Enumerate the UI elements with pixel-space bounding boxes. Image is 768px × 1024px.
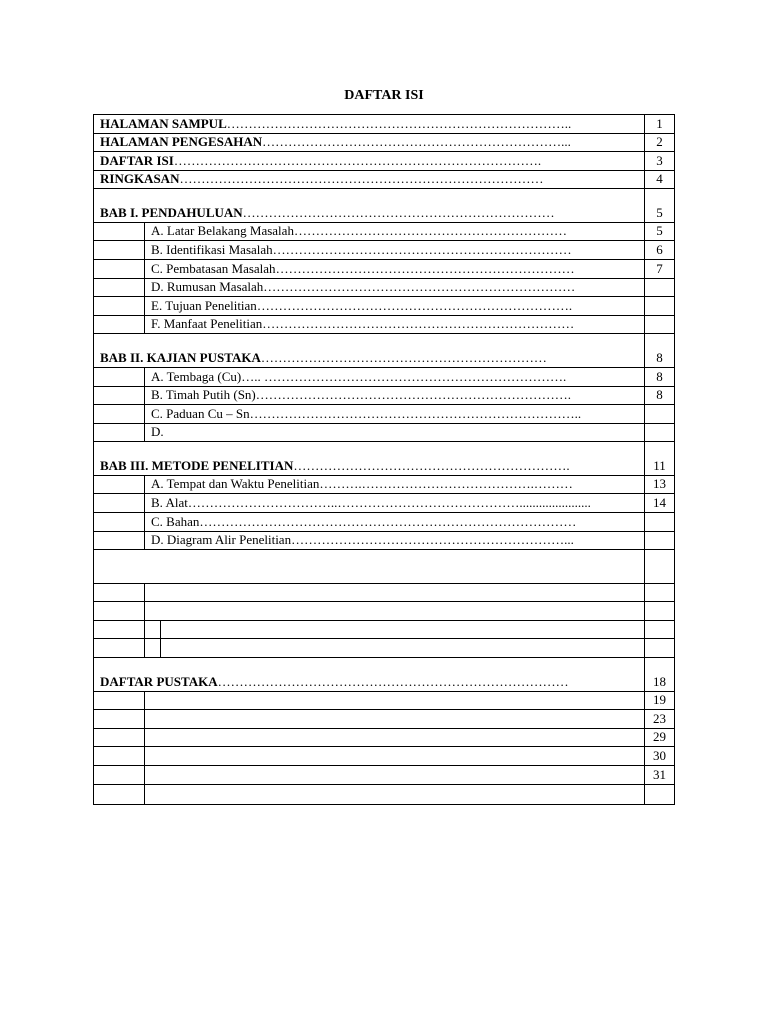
toc-row-daftar-pustaka	[94, 658, 674, 692]
toc-row-empty	[94, 602, 674, 621]
toc-page: 2	[656, 134, 663, 150]
toc-page	[645, 532, 674, 550]
toc-row-pustaka-sub	[94, 710, 674, 729]
toc-page	[645, 405, 674, 423]
toc-label: DAFTAR ISI	[100, 152, 174, 168]
toc-page: 4	[656, 171, 663, 187]
toc-row-pustaka-sub	[94, 692, 674, 711]
toc-label: BAB II. KAJIAN PUSTAKA	[100, 349, 261, 365]
toc-page: 11	[653, 457, 666, 473]
toc-row-bab-1-c	[94, 260, 674, 279]
toc-page: 18	[653, 673, 666, 689]
toc-label: BAB I. PENDAHULUAN	[100, 204, 243, 220]
toc-table	[93, 114, 675, 805]
toc-row-pustaka-sub	[94, 729, 674, 748]
toc-row-empty	[94, 621, 674, 640]
toc-leader: ……………………………………………………………...	[262, 134, 571, 150]
toc-page: 30	[653, 747, 666, 763]
toc-page: 5	[656, 204, 663, 220]
toc-page: 19	[653, 692, 666, 708]
page-title: DAFTAR ISI	[344, 88, 424, 103]
toc-row-bab-1-f	[94, 316, 674, 335]
toc-leader: ……………………………………………………………………………	[199, 513, 577, 529]
toc-label: A. Tembaga (Cu)…..	[151, 368, 261, 384]
toc-row-bab-3-d	[94, 532, 674, 551]
toc-row-halaman-sampul	[94, 115, 674, 134]
toc-page: 6	[656, 242, 663, 258]
toc-leader: ………………………………………………………………	[262, 316, 575, 332]
toc-row-bab-3	[94, 442, 674, 476]
toc-leader: ………………………………………………………………	[263, 279, 576, 295]
toc-page	[645, 297, 674, 315]
toc-page: 8	[656, 349, 663, 365]
toc-leader: ……………………………………………………………………..	[226, 115, 572, 131]
toc-label: B. Timah Putih (Sn)	[151, 387, 256, 403]
toc-page: 31	[653, 766, 666, 782]
toc-row-bab-1-b	[94, 241, 674, 260]
toc-label: HALAMAN SAMPUL	[100, 115, 227, 131]
toc-leader: ……………………………..……………………………………......................	[187, 495, 591, 510]
toc-row-pustaka-sub	[94, 747, 674, 766]
toc-row-empty	[94, 639, 674, 658]
toc-row-bab-2-c	[94, 405, 674, 424]
toc-label: E. Tujuan Penelitian	[151, 297, 257, 313]
toc-label: A. Latar Belakang Masalah	[151, 223, 294, 239]
toc-leader: ……………………………………………………………….	[255, 387, 572, 403]
toc-label: DAFTAR PUSTAKA	[100, 673, 218, 689]
toc-row-bab-2-d	[94, 424, 674, 443]
toc-leader: …………………………………………………………………..	[249, 405, 582, 421]
toc-label: BAB III. METODE PENELITIAN	[100, 457, 294, 473]
toc-leader: ……………………………………………………………….	[256, 297, 573, 313]
toc-page: 14	[653, 495, 666, 510]
toc-label: B. Identifikasi Masalah	[151, 242, 273, 258]
toc-row-bab-2-b	[94, 387, 674, 406]
toc-page	[645, 424, 674, 442]
toc-leader: ……….………………………………….………	[319, 476, 573, 492]
toc-label: RINGKASAN	[100, 171, 180, 187]
toc-row-ringkasan	[94, 171, 674, 190]
toc-leader: ……………………………………………………………	[272, 242, 572, 258]
toc-page: 29	[653, 729, 666, 745]
toc-label: F. Manfaat Penelitian	[151, 316, 263, 332]
toc-label: C. Paduan Cu – Sn	[151, 405, 250, 421]
toc-row-bab-1-e	[94, 297, 674, 316]
toc-page	[645, 279, 674, 297]
toc-leader: …………………………………………………………	[260, 349, 547, 365]
toc-page: 3	[656, 152, 663, 168]
toc-page: 23	[653, 710, 666, 726]
toc-label: D.	[151, 424, 164, 440]
toc-row-empty-heading	[94, 550, 674, 584]
toc-page	[645, 316, 674, 334]
toc-page: 8	[656, 387, 663, 403]
toc-row-daftar-isi	[94, 152, 674, 171]
toc-row-halaman-pengesahan	[94, 134, 674, 153]
toc-label: B. Alat	[151, 495, 188, 510]
toc-row-bab-1-a	[94, 223, 674, 242]
toc-row-bab-2-a	[94, 368, 674, 387]
toc-leader: ………………………………………………………………………….	[173, 152, 542, 168]
toc-leader: …………………………………………………………………………	[179, 171, 544, 187]
toc-leader: ………………………………………………………………	[242, 204, 555, 220]
toc-row-bab-3-a	[94, 476, 674, 495]
toc-leader: …………………………………………………………….	[263, 368, 567, 384]
toc-leader: ………………………………………………………...	[291, 532, 574, 548]
toc-row-bab-2	[94, 334, 674, 368]
toc-row-bab-3-c	[94, 513, 674, 532]
toc-label: HALAMAN PENGESAHAN	[100, 134, 263, 150]
toc-label: C. Pembatasan Masalah	[151, 260, 276, 276]
toc-leader: ……………………………………………………….	[293, 457, 570, 473]
toc-page: 8	[656, 368, 663, 384]
toc-row-empty	[94, 584, 674, 603]
toc-label: A. Tempat dan Waktu Penelitian	[151, 476, 320, 492]
toc-row-bab-1-d	[94, 279, 674, 298]
toc-label: D. Rumusan Masalah	[151, 279, 264, 295]
toc-leader: ……………………………………………………………	[275, 260, 575, 276]
toc-leader: ………………………………………………………	[293, 223, 567, 239]
toc-label: C. Bahan	[151, 513, 200, 529]
toc-row-bab-3-b	[94, 494, 674, 513]
toc-page: 1	[656, 115, 663, 131]
toc-row-pustaka-sub	[94, 766, 674, 785]
toc-label: D. Diagram Alir Penelitian	[151, 532, 292, 548]
toc-page: 13	[653, 476, 666, 492]
toc-leader: ………………………………………………………………………	[217, 673, 569, 689]
toc-page: 7	[656, 260, 663, 276]
toc-page	[645, 513, 674, 531]
toc-row-empty	[94, 785, 674, 804]
toc-page: 5	[656, 223, 663, 239]
toc-row-bab-1	[94, 189, 674, 223]
